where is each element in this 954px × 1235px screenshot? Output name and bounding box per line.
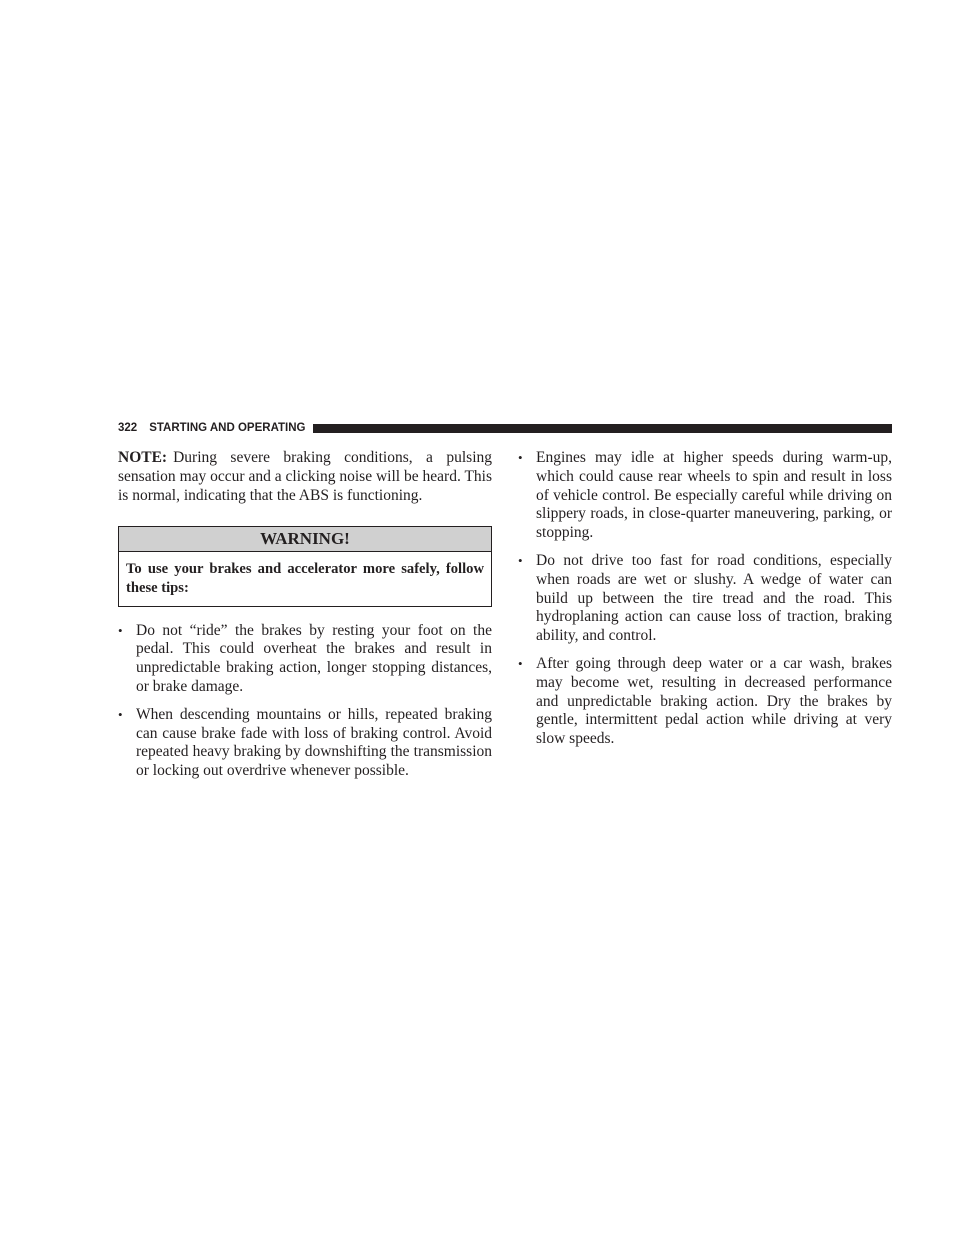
- bullet-icon: •: [518, 655, 523, 671]
- bullet-icon: •: [518, 552, 523, 568]
- list-item: [118, 706, 492, 781]
- bullet-icon: •: [118, 706, 123, 722]
- list-item-text: When descending mountains or hills, repeated braking can cause brake fade with loss of braking control. Avoid repeated heavy braking by downshifting the transmission or locking out overdrive whenever possible.: [136, 705, 492, 780]
- list-item: [518, 552, 892, 646]
- note-label: NOTE:: [118, 449, 168, 466]
- warning-title: WARNING!: [119, 527, 491, 552]
- note-text: During severe braking conditions, a pulsing sensation may occur and a clicking noise will be heard. This is normal, indicating that the ABS is functioning.: [118, 449, 492, 504]
- bullet-icon: •: [518, 450, 523, 465]
- list-item: [518, 655, 892, 749]
- right-bullet-list: [518, 449, 892, 749]
- left-column: [118, 449, 492, 790]
- list-item: [118, 622, 492, 697]
- warning-body: To use your brakes and accelerator more safely, follow these tips:: [126, 561, 484, 596]
- right-column: [518, 449, 892, 758]
- list-item-text: Do not drive too fast for road conditions, especially when roads are wet or slushy. A wedge of water can build up between the tire tread and the road. This hydroplaning action can cause loss of traction, braking ability, and control.: [536, 551, 892, 645]
- left-bullet-list: [118, 622, 492, 781]
- note-paragraph: [118, 449, 492, 505]
- section-title: STARTING AND OPERATING: [149, 422, 306, 434]
- header-rule: [313, 424, 893, 433]
- warning-box: [118, 526, 492, 606]
- page-header: [118, 420, 892, 436]
- list-item-text: Do not “ride” the brakes by resting your foot on the pedal. This could overheat the brakes and result in unpredictable braking action, longer stopping distances, or brake damage.: [136, 621, 492, 695]
- page-number: 322: [118, 422, 138, 434]
- list-item: [518, 449, 892, 543]
- list-item-text: After going through deep water or a car wash, brakes may become wet, resulting in decreased performance and unpredictable braking action. Dry the brakes by gentle, intermittent pedal action while driving at very slow speeds.: [536, 654, 892, 748]
- bullet-icon: •: [118, 622, 123, 638]
- list-item-text: Engines may idle at higher speeds during warm-up, which could cause rear wheels to spin and result in loss of vehicle control. Be especially careful while driving on slippery roads, in close-quarter maneuvering, parking, or stopping.: [536, 449, 892, 542]
